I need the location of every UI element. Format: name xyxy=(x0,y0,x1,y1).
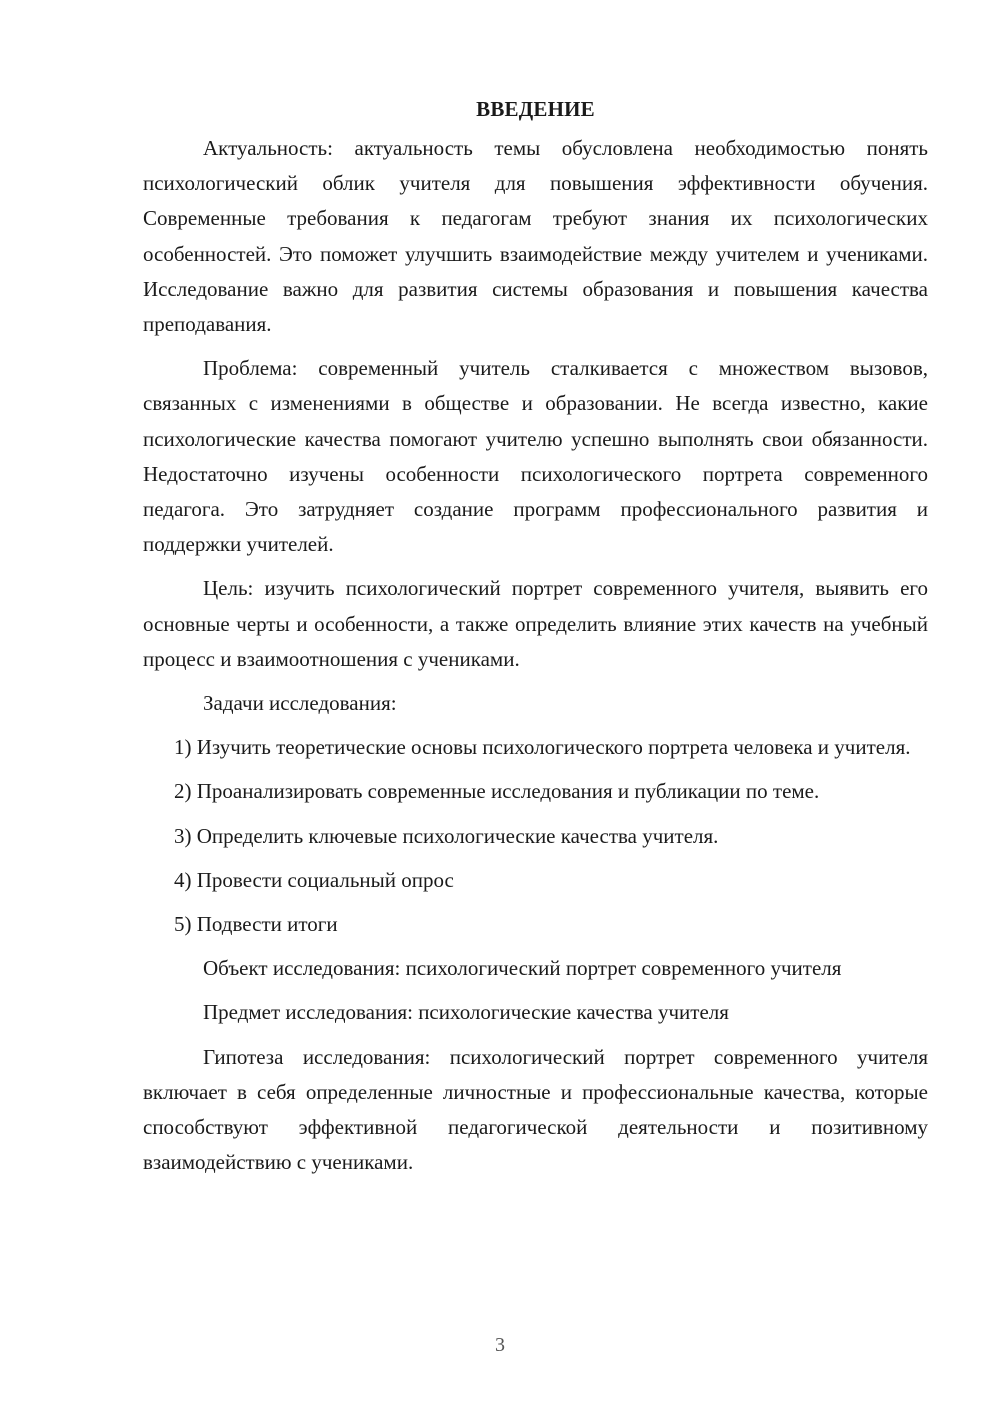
goal-paragraph: Цель: изучить психологический портрет современного учителя, выявить его основные черты и особенности, а также определить влияние этих качеств на учебный процесс и взаимоотношения с учениками. xyxy=(143,576,928,671)
page-number: 3 xyxy=(495,1334,505,1356)
section-heading: ВВЕДЕНИЕ xyxy=(476,97,595,121)
tasks-heading: Задачи исследования: xyxy=(203,691,397,716)
subject-paragraph: Предмет исследования: психологические качества учителя xyxy=(203,1000,729,1025)
task-item-1: 1) Изучить теоретические основы психологического портрета человека и учителя. xyxy=(174,735,911,760)
document-page xyxy=(143,94,928,1189)
object-paragraph: Объект исследования: психологический портрет современного учителя xyxy=(203,956,842,981)
relevance-paragraph: Актуальность: актуальность темы обусловлена необходимостью понять психологический облик учителя для повышения эффективности обучения. Современные требования к педагогам требуют знания их психологических особенностей. Это поможет улучшить взаимодействие между учителем и учениками. Исследование важно для развития системы образования и повышения качества преподавания. xyxy=(143,136,928,337)
task-item-5: 5) Подвести итоги xyxy=(174,912,338,937)
problem-paragraph: Проблема: современный учитель сталкивается с множеством вызовов, связанных с изменениями в обществе и образовании. Не всегда известно, какие психологические качества помогают учителю успешно выполнять свои обязанности. Недостаточно изучены особенности психологического портрета современного педагога. Это затрудняет создание программ профессионального развития и поддержки учителей. xyxy=(143,356,928,557)
task-item-3: 3) Определить ключевые психологические качества учителя. xyxy=(174,823,719,848)
hypothesis-paragraph: Гипотеза исследования: психологический портрет современного учителя включает в себя определенные личностные и профессиональные качества, которые способствуют эффективной педагогической деятельности и позитивному взаимодействию с учениками. xyxy=(143,1044,928,1175)
task-item-2: 2) Проанализировать современные исследования и публикации по теме. xyxy=(174,779,820,804)
task-item-4: 4) Провести социальный опрос xyxy=(174,867,454,892)
